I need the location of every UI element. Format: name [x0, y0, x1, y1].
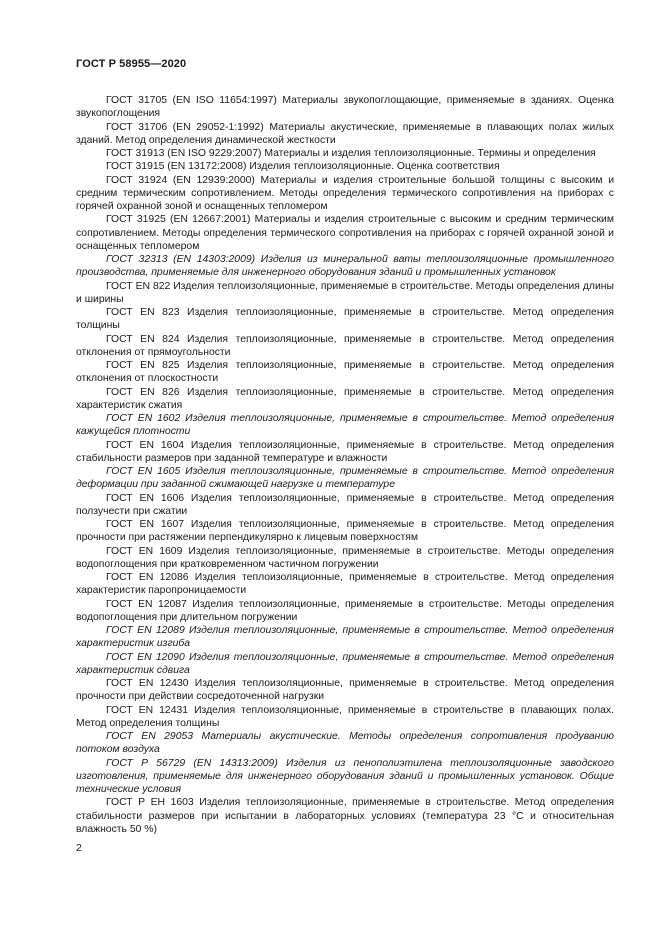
reference-entry: ГОСТ EN 823 Изделия теплоизоляционные, применяемые в строительстве. Метод определения толщины — [76, 307, 614, 332]
reference-entry: ГОСТ 31913 (EN ISO 9229:2007) Материалы и изделия теплоизоляционные. Термины и определения — [106, 148, 596, 159]
reference-entry: ГОСТ EN 12087 Изделия теплоизоляционные, применяемые в строительстве. Методы определения водопоглощения при длительном погружении — [76, 598, 614, 623]
reference-entry: ГОСТ EN 826 Изделия теплоизоляционные, применяемые в строительстве. Метод определения характеристик сжатия — [76, 386, 614, 411]
reference-entry: ГОСТ 31925 (EN 12667:2001) Материалы и изделия строительные с высоким и средним термическим сопротивлением. Методы определения термического сопротивления на приборах с горячей охранной зоной и оснащенных тепломером — [76, 214, 614, 252]
reference-entry: ГОСТ EN 12089 Изделия теплоизоляционные, применяемые в строительстве. Метод определения характеристик изгиба — [76, 625, 614, 650]
reference-entry: ГОСТ EN 824 Изделия теплоизоляционные, применяемые в строительстве. Метод определения отклонения от прямоугольности — [76, 333, 614, 358]
reference-entry: ГОСТ EN 12090 Изделия теплоизоляционные, применяемые в строительстве. Метод определения характеристик сдвига — [76, 651, 614, 676]
reference-entry: ГОСТ 31705 (EN ISO 11654:1997) Материалы звукопоглощающие, применяемые в зданиях. Оценка звукопоглощения — [76, 95, 614, 120]
reference-entry: ГОСТ EN 822 Изделия теплоизоляционные, применяемые в строительстве. Методы определения длины и ширины — [76, 280, 614, 305]
document-header: ГОСТ Р 58955—2020 — [76, 58, 187, 70]
reference-entry: ГОСТ 32313 (EN 14303:2009) Изделия из минеральной ваты теплоизоляционные промышленного производства, применяемые для инженерного оборудования зданий и промышленных установок — [76, 254, 614, 279]
normative-references-list — [76, 94, 614, 836]
reference-entry: ГОСТ EN 1606 Изделия теплоизоляционные, применяемые в строительстве. Метод определения ползучести при сжатии — [76, 492, 614, 517]
reference-entry: ГОСТ 31924 (EN 12939:2000) Материалы и изделия строительные большой толщины с высоким и средним термическим сопротивлением. Методы определения термического сопротивления на приборах с горячей охранной зоной и оснащенных тепломером — [76, 174, 614, 212]
reference-entry: ГОСТ EN 1607 Изделия теплоизоляционные, применяемые в строительстве. Метод определения прочности при растяжении перпендикулярно к лицевым поверхностям — [76, 519, 614, 544]
reference-entry: ГОСТ EN 29053 Материалы акустические. Методы определения сопротивления продуванию потоком воздуха — [76, 731, 614, 756]
page-number: 2 — [76, 842, 82, 854]
reference-entry: ГОСТ EN 1609 Изделия теплоизоляционные, применяемые в строительстве. Методы определения водопоглощения при кратковременном частичном погружении — [76, 545, 614, 570]
reference-entry: ГОСТ Р ЕН 1603 Изделия теплоизоляционные, применяемые в строительстве. Метод определения стабильности размеров при испытании в лабораторных условиях (температура 23 °С и относительная влажность 50 %) — [76, 797, 614, 835]
reference-entry: ГОСТ EN 1605 Изделия теплоизоляционные, применяемые в строительстве. Метод определения деформации при заданной сжимающей нагрузке и температуре — [76, 466, 614, 491]
reference-entry: ГОСТ EN 12431 Изделия теплоизоляционные, применяемые в строительстве в плавающих полах. Метод определения толщины — [76, 704, 614, 729]
reference-entry: ГОСТ 31706 (EN 29052-1:1992) Материалы акустические, применяемые в плавающих полах жилых зданий. Метод определения динамической жесткости — [76, 121, 614, 146]
reference-entry: ГОСТ EN 1602 Изделия теплоизоляционные, применяемые в строительстве. Метод определения кажущейся плотности — [76, 413, 614, 438]
reference-entry: ГОСТ EN 1604 Изделия теплоизоляционные, применяемые в строительстве. Метод определения стабильности размеров при заданной температуре и влажности — [76, 439, 614, 464]
reference-entry: ГОСТ Р 56729 (EN 14313:2009) Изделия из пенополиэтилена теплоизоляционные заводского изготовления, применяемые для инженерного оборудования зданий и промышленных установок. Общие технические условия — [76, 757, 614, 795]
reference-entry: ГОСТ EN 12086 Изделия теплоизоляционные, применяемые в строительстве. Метод определения характеристик паропроницаемости — [76, 572, 614, 597]
reference-entry: ГОСТ EN 825 Изделия теплоизоляционные, применяемые в строительстве. Метод определения отклонения от плоскостности — [76, 360, 614, 385]
reference-entry: ГОСТ EN 12430 Изделия теплоизоляционные, применяемые в строительстве. Метод определения прочности при действии сосредоточенной нагрузки — [76, 678, 614, 703]
reference-entry: ГОСТ 31915 (EN 13172:2008) Изделия теплоизоляционные. Оценка соответствия — [106, 161, 500, 173]
